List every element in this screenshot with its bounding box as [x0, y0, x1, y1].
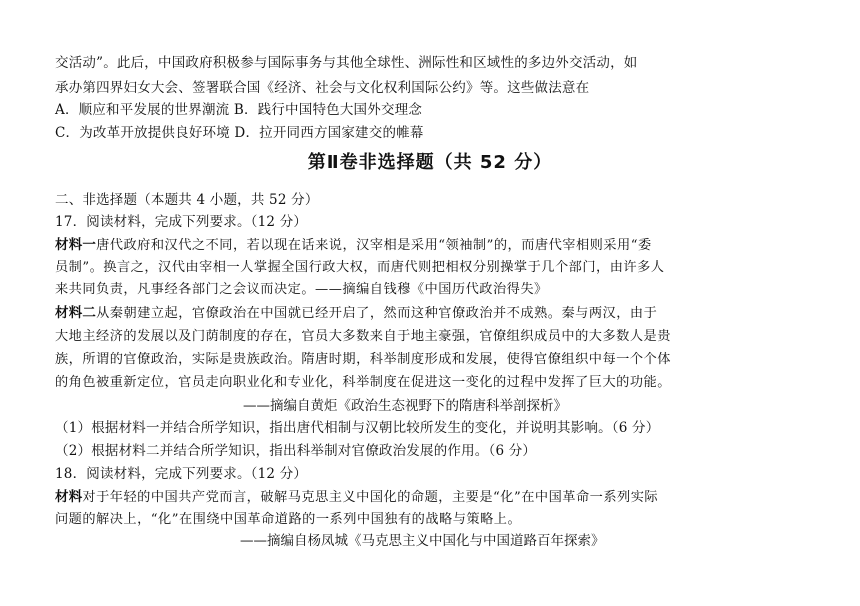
material2-tag: 材料二 — [55, 305, 97, 321]
q17-material2-line: 大地主经济的发展以及门荫制度的存在，官员大多数来自于地主豪强，官僚组织成员中的大多数人是贵 — [55, 329, 671, 344]
q18-material-source: ——摘编自杨凤城《马克思主义中国化与中国道路百年探索》 — [240, 533, 605, 549]
q18-prompt: 18．阅读材料，完成下列要求。（12 分） — [55, 466, 308, 482]
q17-material2-line: 的角色被重新定位，官员走向职业化和专业化，科举制度在促进这一变化的过程中发挥了巨大的功能。 — [55, 375, 671, 390]
material2-source: ——摘编自黄炬《政治生态视野下的隋唐科举剖探析》 — [243, 398, 567, 414]
q17-prompt: 17．阅读材料，完成下列要求。（12 分） — [55, 214, 308, 230]
text-line: 承办第四界妇女大会、签署联合国《经济、社会与文化权利国际公约》等。这些做法意在 — [55, 80, 590, 96]
q18-material-line — [55, 487, 658, 508]
section-title: 第Ⅱ卷非选择题（共 52 分） — [307, 152, 553, 173]
q17-material1-line: 员制”。换言之，汉代由宰相一人掌握全国行政大权，而唐代则把相权分别操掌于几个部门，由许多人 — [55, 260, 665, 275]
text-line: 交活动”。此后，中国政府积极参与国际事务与其他全球性、洲际性和区域性的多边外交活动，如 — [55, 55, 638, 71]
q17-material2-line: 族，所谓的官僚政治，实际是贵族政治。隋唐时期，科举制度形成和发展，使得官僚组织中每一个个体 — [55, 352, 671, 367]
section-intro: 二、非选择题（本题共 4 小题，共 52 分） — [55, 192, 319, 208]
q17-subquestion-1: （1）根据材料一并结合所学知识，指出唐代相制与汉朝比较所发生的变化，并说明其影响。（6 分） — [55, 420, 660, 436]
q18-material-line: 问题的解决上，“化”在围绕中国革命道路的一系列中国独有的战略与策略上。 — [55, 512, 522, 527]
material1-tag: 材料一 — [55, 237, 97, 253]
material-tag: 材料 — [55, 489, 83, 505]
q17-material1-line: 来共同负责，凡事经各部门之会议而决定。——摘编自钱穆《中国历代政治得失》 — [55, 282, 548, 297]
q17-subquestion-2: （2）根据材料二并结合所学知识，指出科举制对官僚政治发展的作用。（6 分） — [55, 443, 537, 459]
option-line-ab: A．顺应和平发展的世界潮流 B．践行中国特色大国外交理念 — [55, 102, 423, 118]
material-text: 对于年轻的中国共产党而言，破解马克思主义中国化的命题，主要是“化”在中国革命一系列实际 — [82, 490, 659, 505]
material1-text: 唐代政府和汉代之不同，若以现在话来说，汉宰相是采用“领袖制”的，而唐代宰相则采用“委 — [96, 238, 652, 253]
option-line-cd: C．为改革开放提供良好环境 D．拉开同西方国家建交的帷幕 — [55, 125, 424, 141]
q17-material2-line — [55, 303, 657, 324]
q17-material1-line — [55, 235, 652, 256]
material2-text: 从秦朝建立起，官僚政治在中国就已经开启了，然而这种官僚政治并不成熟。秦与两汉，由于 — [96, 306, 658, 321]
